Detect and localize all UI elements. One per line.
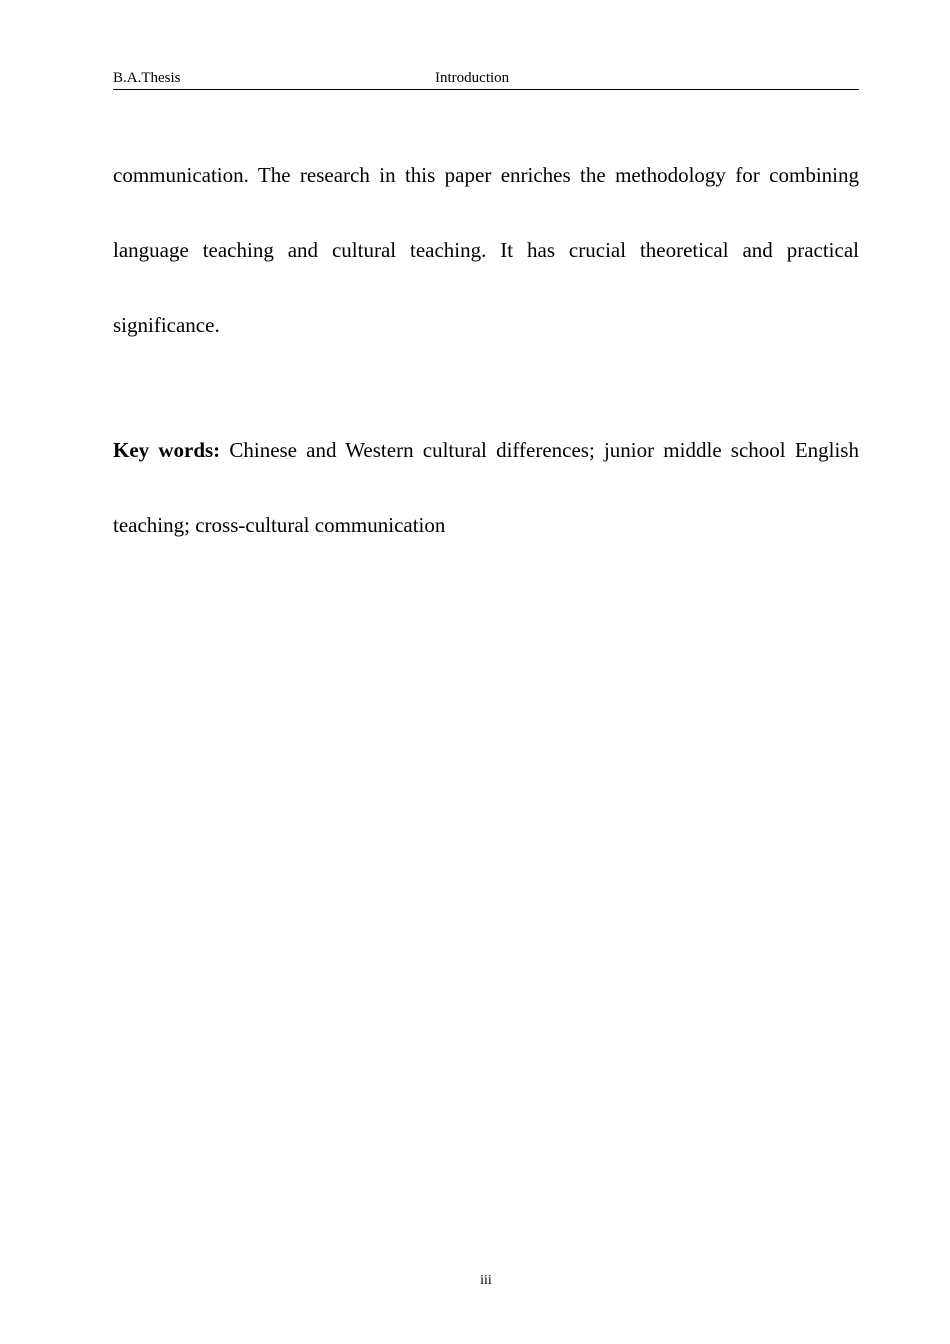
page-number: iii xyxy=(480,1273,492,1288)
running-header xyxy=(113,69,859,90)
header-thesis-label: B.A.Thesis xyxy=(113,70,181,86)
body-paragraph: communication. The research in this paper enriches the methodology for combining language teaching and cultural teaching. It has crucial theoretical and practical significance. xyxy=(113,163,859,337)
keywords-label: Key words: xyxy=(113,438,221,462)
keywords-text: Chinese and Western cultural differences; junior middle school English teaching; cross-cultural communication xyxy=(113,438,859,537)
keywords-paragraph xyxy=(113,413,859,563)
header-section-title: Introduction xyxy=(435,70,510,86)
